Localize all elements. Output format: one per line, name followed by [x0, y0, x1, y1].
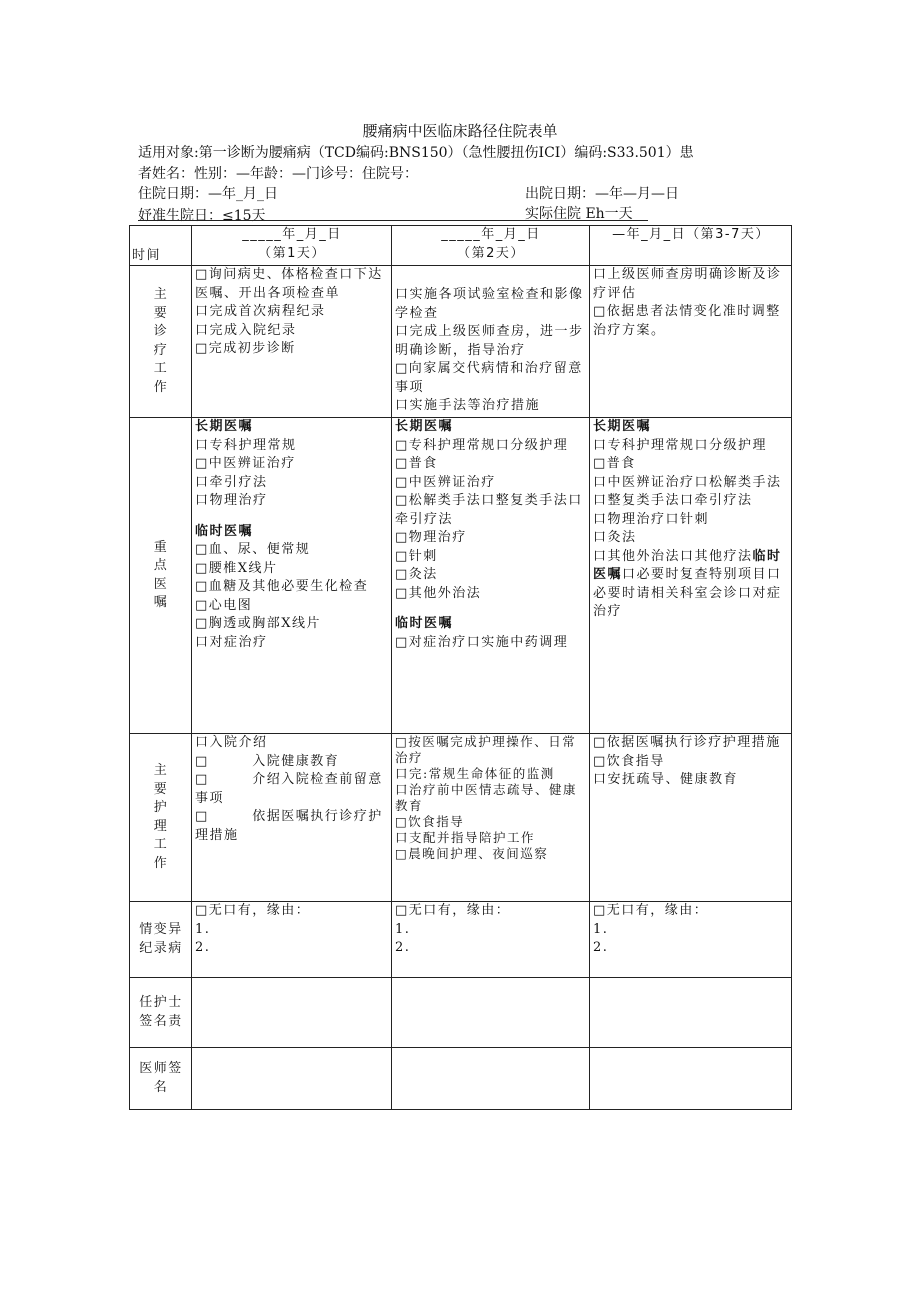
- long-term-orders-title: 长期医嘱: [395, 419, 454, 434]
- variance-label: 情变异纪录病: [130, 902, 192, 978]
- form-title: 腰痛病中医临床路径住院表单: [362, 122, 558, 140]
- variance-reason-2[interactable]: 2.: [593, 940, 609, 955]
- variance-reason-1[interactable]: 1.: [195, 921, 211, 937]
- nurse-sign-row: [130, 978, 792, 1048]
- checkbox-item[interactable]: □其他外治法: [395, 585, 482, 601]
- patient-info-line: 者姓名：性别：—年龄：—门诊号：住院号：: [138, 166, 418, 182]
- doctor-sign-label: 医师签名: [130, 1048, 192, 1110]
- header-row: [130, 226, 792, 266]
- checkbox-item[interactable]: □饮食指导: [593, 753, 665, 769]
- checkbox-item[interactable]: □松解类手法口整复类手法口牵引疗法: [395, 493, 583, 527]
- header-underline: [138, 220, 648, 221]
- checkbox-item[interactable]: □普食: [395, 456, 438, 471]
- checkbox-item[interactable]: □饮食指导: [395, 814, 465, 829]
- checkbox-item[interactable]: □依据患者法情变化准时调整治疗方案。: [593, 304, 781, 338]
- doctor-sign-day2[interactable]: [392, 1048, 590, 1110]
- diagnosis-row: [130, 266, 792, 418]
- checkbox-item[interactable]: □询问病史、体格检查口下达医嘱、开出各项检查单: [195, 267, 383, 301]
- checkbox-item[interactable]: 口专科护理常规口分级护理: [593, 437, 768, 453]
- day2-index: （第2天）: [457, 245, 525, 261]
- orders-label: 重 点 医 嘱: [130, 418, 192, 734]
- variance-reason-2[interactable]: 2.: [195, 940, 211, 955]
- checkbox-item[interactable]: □胸透或胸部X线片: [195, 616, 322, 631]
- mixed-orders-line: [593, 548, 789, 622]
- checkbox-item[interactable]: □完成初步诊断: [195, 341, 296, 356]
- checkbox-item[interactable]: □ 依据医嘱执行诊疗护理措施: [195, 809, 383, 843]
- day1-date: _____年_月_日: [242, 227, 342, 242]
- actual-stay-days: 实际住院 Eh一天: [525, 206, 633, 222]
- long-term-orders-title: 长期医嘱: [195, 419, 254, 434]
- checkbox-item[interactable]: □按医嘱完成护理操作、日常治疗: [395, 734, 577, 765]
- diagnosis-label: 主 要 诊 疗 工 作: [130, 266, 192, 418]
- checkbox-item[interactable]: □腰椎X线片: [195, 560, 278, 576]
- day2-header: [392, 226, 590, 266]
- variance-reason-1[interactable]: 1.: [593, 921, 609, 937]
- day3-date: —年_月_日（第3-7天）: [612, 227, 770, 242]
- doctor-sign-row: [130, 1048, 792, 1110]
- long-term-orders-title: 长期医嘱: [593, 419, 652, 434]
- diagnosis-day3: [590, 266, 792, 418]
- day1-index: （第1天）: [258, 245, 326, 261]
- checkbox-item[interactable]: □向家属交代病情和治疗留意事项: [395, 361, 583, 395]
- checkbox-item[interactable]: □ 入院健康教育: [195, 753, 340, 769]
- checkbox-item[interactable]: □血、尿、便常规: [195, 542, 311, 557]
- day1-header: [192, 226, 392, 266]
- checkbox-item[interactable]: 口支配并指导陪护工作: [395, 830, 536, 845]
- checkbox-item[interactable]: 口其他外治法口其他疗法: [593, 548, 753, 564]
- orders-row: [130, 418, 792, 734]
- checkbox-item[interactable]: □血糖及其他必要生化检查: [195, 579, 369, 594]
- checkbox-item[interactable]: 口实施各项试验室检查和影像学检查: [395, 287, 584, 321]
- variance-row: [130, 902, 792, 978]
- checkbox-item[interactable]: □灸法: [395, 567, 438, 582]
- checkbox-item[interactable]: 口物理治疗: [195, 493, 268, 508]
- checkbox-item[interactable]: □中医辨证治疗: [395, 474, 496, 490]
- doctor-sign-day1[interactable]: [192, 1048, 392, 1110]
- temporary-orders-title: 临时医嘱: [593, 548, 782, 582]
- checkbox-item[interactable]: 口牵引疗法: [195, 474, 268, 490]
- doctor-sign-day3[interactable]: [590, 1048, 792, 1110]
- day2-date: _____年_月_日: [441, 227, 541, 242]
- variance-day3: [590, 902, 792, 978]
- temporary-orders-title: 临时医嘱: [395, 616, 454, 631]
- checkbox-item[interactable]: 口对症治疗: [195, 634, 268, 650]
- checkbox-item[interactable]: 口上级医师查房明确诊断及诊疗评估: [593, 267, 782, 301]
- variance-reason-1[interactable]: 1.: [395, 921, 411, 937]
- checkbox-item[interactable]: 口中医辨证治疗口松解类手法口整复类手法口牵引疗法: [593, 474, 782, 508]
- checkbox-item[interactable]: 口物理治疗口针刺: [593, 511, 710, 527]
- variance-day2: [392, 902, 590, 978]
- diagnosis-day2: [392, 266, 590, 418]
- nursing-day1: [192, 734, 392, 902]
- variance-reason-2[interactable]: 2.: [395, 940, 411, 955]
- applicable-object-line: 适用对象:第一诊断为腰痛病（TCD编码:BNS150）（急性腰扭伤ICI）编码:S33.501）患: [138, 145, 694, 161]
- nurse-sign-day2[interactable]: [392, 978, 590, 1048]
- variance-checkbox[interactable]: □无口有，缘由：: [195, 903, 311, 918]
- checkbox-item[interactable]: □依据医嘱执行诊疗护理措施: [593, 735, 781, 750]
- standard-stay-days: 妤准生院日：≤15天: [138, 208, 266, 224]
- variance-day1: [192, 902, 392, 978]
- nursing-day2: [392, 734, 590, 902]
- discharge-date: 出院日期：—年—月—日: [525, 186, 679, 202]
- checkbox-item[interactable]: 口灸法: [593, 530, 637, 545]
- checkbox-item[interactable]: □普食: [593, 456, 636, 471]
- checkbox-item[interactable]: 口完:常规生命体征的监测: [395, 766, 555, 781]
- orders-day2: [392, 418, 590, 734]
- checkbox-item[interactable]: □中医辨证治疗: [195, 456, 296, 471]
- checkbox-item[interactable]: 口完成上级医师查房，进一步明确诊断，指导治疗: [395, 324, 584, 358]
- nursing-day3: [590, 734, 792, 902]
- checkbox-item[interactable]: □心电图: [195, 597, 253, 613]
- checkbox-item[interactable]: 口入院介绍: [195, 735, 268, 750]
- checkbox-item[interactable]: 口完成首次病程纪录: [195, 304, 326, 319]
- checkbox-item[interactable]: 口专科护理常规: [195, 437, 297, 453]
- checkbox-item[interactable]: □针刺: [395, 548, 438, 564]
- day3-header: [590, 226, 792, 266]
- nursing-row: [130, 734, 792, 902]
- checkbox-item[interactable]: □晨晚间护理、夜间巡察: [395, 846, 549, 861]
- nurse-sign-day3[interactable]: [590, 978, 792, 1048]
- diagnosis-day1: [192, 266, 392, 418]
- variance-checkbox[interactable]: □无口有，缘由：: [593, 903, 709, 918]
- checkbox-item[interactable]: □ 介绍入院检查前留意事项: [195, 772, 383, 806]
- nurse-sign-day1[interactable]: [192, 978, 392, 1048]
- checkbox-item[interactable]: □专科护理常规口分级护理: [395, 437, 569, 453]
- nursing-label: 主 要 护 理 工 作: [130, 734, 192, 902]
- temporary-orders-title: 临时医嘱: [195, 523, 254, 539]
- time-label: 时间: [130, 226, 192, 266]
- checkbox-item[interactable]: 口必要时复查特别项目口必要时请相关科室会诊口对症治疗: [593, 567, 782, 619]
- checkbox-item[interactable]: □物理治疗: [395, 530, 467, 545]
- orders-day1: [192, 418, 392, 734]
- checkbox-item[interactable]: 口完成入院纪录: [195, 322, 297, 338]
- nurse-sign-label: 任护士签名责: [130, 978, 192, 1048]
- orders-day3: [590, 418, 792, 734]
- checkbox-item[interactable]: 口治疗前中医情志疏导、健康教育: [395, 782, 578, 813]
- variance-checkbox[interactable]: □无口有，缘由：: [395, 903, 511, 918]
- checkbox-item[interactable]: □对症治疗口实施中药调理: [395, 634, 569, 650]
- admission-date: 住院日期：—年_月_日: [138, 186, 278, 202]
- checkbox-item[interactable]: 口实施手法等治疗措施: [395, 398, 541, 413]
- pathway-table: [129, 225, 792, 1110]
- checkbox-item[interactable]: 口安抚疏导、健康教育: [593, 772, 739, 787]
